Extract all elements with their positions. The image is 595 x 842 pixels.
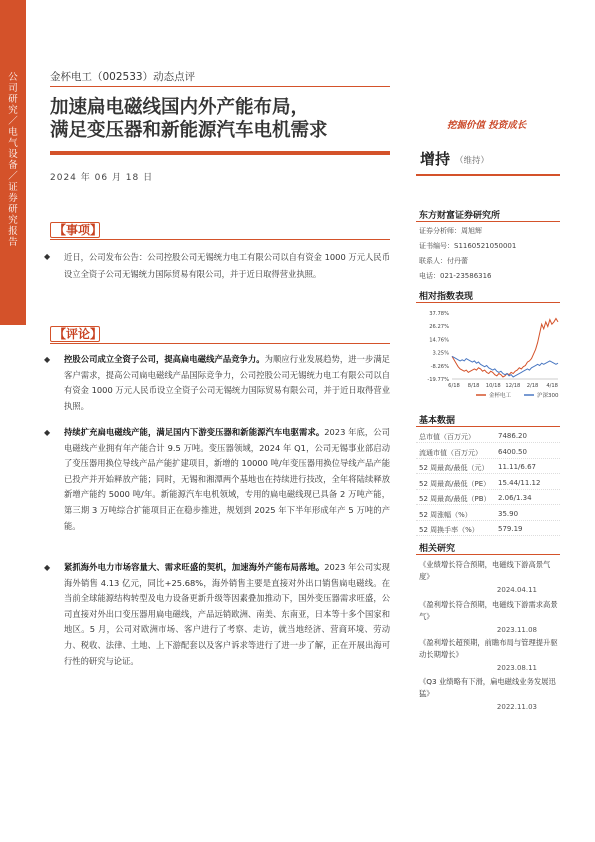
bullet-icon: ◆ xyxy=(44,252,51,261)
basic-data-key: 52 周最高/最低（PB） xyxy=(419,495,491,503)
basic-data-row xyxy=(416,460,560,474)
y-tick-label: 3.25% xyxy=(432,350,449,357)
basic-data-value: 6400.50 xyxy=(498,447,527,456)
related-report-date: 2024.04.11 xyxy=(496,586,537,594)
basic-data-row xyxy=(416,445,560,459)
comment-divider xyxy=(50,343,390,344)
basic-data-title: 基本数据 xyxy=(419,416,456,426)
chart-svg xyxy=(416,307,562,407)
chart-section-title: 相对指数表现 xyxy=(419,292,474,302)
x-tick-label: 6/18 xyxy=(448,383,460,389)
comment-item xyxy=(44,425,390,534)
related-title: 相关研究 xyxy=(419,544,456,554)
institute-name: 东方财富证券研究所 xyxy=(419,211,501,221)
event-paragraph xyxy=(44,249,390,282)
basic-data-key: 52 周最高/最低（元） xyxy=(419,464,489,472)
related-divider xyxy=(416,554,560,555)
report-date: 2024 年 06 月 18 日 xyxy=(50,173,154,183)
event-divider xyxy=(50,239,390,240)
basic-data-key: 52 周涨幅（%） xyxy=(419,510,472,519)
contact: 联系人：付丹蕾 xyxy=(419,257,468,265)
event-section-label: 【事项】 xyxy=(50,222,100,238)
comment-body: 为顺应行业发展趋势，进一步满足客户需求，提高公司扁电磁线产品国际竞争力，公司控股公司无锡统力电工有限公司以自有资金 1000 万元人民币设立全资子公司无锡统力国际贸易有限公司，并于近日取得营业执照。 xyxy=(64,354,390,411)
report-title xyxy=(50,96,390,142)
basic-data-value: 35.90 xyxy=(498,509,519,518)
x-tick-label: 4/18 xyxy=(546,383,558,389)
bullet-icon: ◆ xyxy=(44,563,51,572)
title-line-1: 加速扁电磁线国内外产能布局， xyxy=(50,97,310,118)
legend-label: 沪深300 xyxy=(537,393,559,399)
event-text: 近日，公司发布公告：公司控股公司无锡统力电工有限公司以自有资金 1000 万元人民币设立全资子公司无锡统力国际贸易有限公司，并于近日取得营业执照。 xyxy=(64,252,390,279)
comment-item xyxy=(44,560,390,669)
cert-number: 证书编号：S1160521050001 xyxy=(419,242,517,250)
series-line xyxy=(452,318,558,376)
y-tick-label: 14.76% xyxy=(429,337,449,344)
basic-data-value: 7486.20 xyxy=(498,432,527,440)
basic-data-row xyxy=(416,507,560,521)
basic-data-value: 2.06/1.34 xyxy=(498,494,532,502)
comment-body: 2023 年公司实现海外销售 4.13 亿元，同比+25.68%，海外销售主要是直接对外出口销售扁电磁线。在当前全球能源结构转型及电力设备更新升级等因素叠加推动下，国外变压器需求旺盛，公司直接对外出口变压器用扁电磁线，产品远销欧洲、南美、东南亚，日本等十多个国家和地区。5 月，公司对欧洲市场、客户进行了考察、走访，就当地经济、营商环境、劳动力、税收、法律、土地、上下游配套以及客户诉求等进行了进一步了解，正在开展出海可行性的研究与论证。 xyxy=(64,562,390,666)
basic-data-key: 52 周最高/最低（PE） xyxy=(419,479,491,488)
x-tick-label: 2/18 xyxy=(526,383,539,389)
company-header: 金杯电工（002533）动态点评 xyxy=(50,71,196,83)
comment-headline: 持续扩充扁电磁线产能，满足国内下游变压器和新能源汽车电驱需求。 xyxy=(64,427,325,437)
x-tick-label: 12/18 xyxy=(505,383,521,389)
related-report-title[interactable]: 《盈利增长超预期，前瞻布局与管理提升驱动长期增长》 xyxy=(419,638,558,659)
series-line xyxy=(452,356,558,377)
y-tick-label: -8.26% xyxy=(430,363,449,370)
x-tick-label: 8/18 xyxy=(467,383,480,389)
y-tick-label: -19.77% xyxy=(427,377,449,383)
basic-data-value: 11.11/6.67 xyxy=(498,463,536,471)
title-divider xyxy=(50,151,390,155)
basic-data-value: 579.19 xyxy=(498,525,523,533)
basic-data-row xyxy=(416,522,560,536)
basic-data-row xyxy=(416,491,560,505)
basic-data-divider xyxy=(416,426,560,427)
comment-item xyxy=(44,352,390,414)
related-report-date: 2022.11.03 xyxy=(496,703,537,711)
basic-data-key: 52 周换手率（%） xyxy=(419,526,479,534)
bullet-icon: ◆ xyxy=(44,355,51,364)
phone: 电话：021-23586316 xyxy=(419,272,492,280)
rating-label: 增持 xyxy=(420,150,451,168)
comment-section-label: 【评论】 xyxy=(50,326,100,342)
comment-headline: 控股公司成立全资子公司，提高扁电磁线产品竞争力。 xyxy=(64,354,265,364)
related-report-date: 2023.11.08 xyxy=(496,626,537,634)
related-report-title[interactable]: 《业绩增长符合预期，电磁线下游高景气度》 xyxy=(419,560,551,581)
basic-data-key: 总市值（百万元） xyxy=(419,433,475,441)
slogan: 挖掘价值 投资成长 xyxy=(447,120,527,131)
legend-label: 金杯电工 xyxy=(489,393,512,399)
rating-sub: （维持） xyxy=(455,156,490,166)
x-tick-label: 10/18 xyxy=(485,383,501,389)
related-report-date: 2023.08.11 xyxy=(496,664,537,672)
related-report-title[interactable]: 《盈利增长符合预期，电磁线下游需求高景气》 xyxy=(419,600,558,621)
y-tick-label: 37.78% xyxy=(429,311,449,317)
related-report-title[interactable]: 《Q3 业绩略有下滑，扁电磁线业务发展迅猛》 xyxy=(419,677,556,698)
chart-divider xyxy=(416,302,560,303)
y-tick-label: 26.27% xyxy=(429,324,449,331)
institute-divider xyxy=(416,221,560,222)
sidebar-label: 公司研究／电气设备／证券研究报告 xyxy=(8,72,18,248)
relative-index-chart xyxy=(416,307,562,407)
comment-body: 2023 年底，公司电磁线产业拥有年产能合计 9.5 万吨。变压器领域，2024 年 Q1，公司无锡事业部启动了变压器用换位导线产品产能扩建项目，新增的 10000 吨/年变压器用换位导线产品产能已投产并开始释放产能；同时，无锡和湘潭两个基地也在持续进行技改，全年将陆续释放新增产能约 5000 吨/年。新能源汽车电机领域，专用的扁电磁线现已具备 2 万吨产能，第三期 3 万吨综合扩能项目正在稳步推进，规划到 2025 年下半年形成年产 5 万吨的产能。 xyxy=(64,427,390,531)
title-line-2: 满足变压器和新能源汽车电机需求 xyxy=(50,120,328,141)
basic-data-row xyxy=(416,476,560,490)
header-divider xyxy=(50,86,390,87)
sidebar-band xyxy=(0,0,26,325)
bullet-icon: ◆ xyxy=(44,428,51,437)
basic-data-value: 15.44/11.12 xyxy=(498,478,541,487)
basic-data-row xyxy=(416,429,560,443)
rating-divider xyxy=(416,174,560,176)
basic-data-key: 流通市值（百万元） xyxy=(419,448,482,457)
comment-headline: 紧抓海外电力市场容量大、需求旺盛的契机，加速海外产能布局落地。 xyxy=(64,562,325,572)
analyst: 证券分析师：周旭辉 xyxy=(419,227,482,235)
